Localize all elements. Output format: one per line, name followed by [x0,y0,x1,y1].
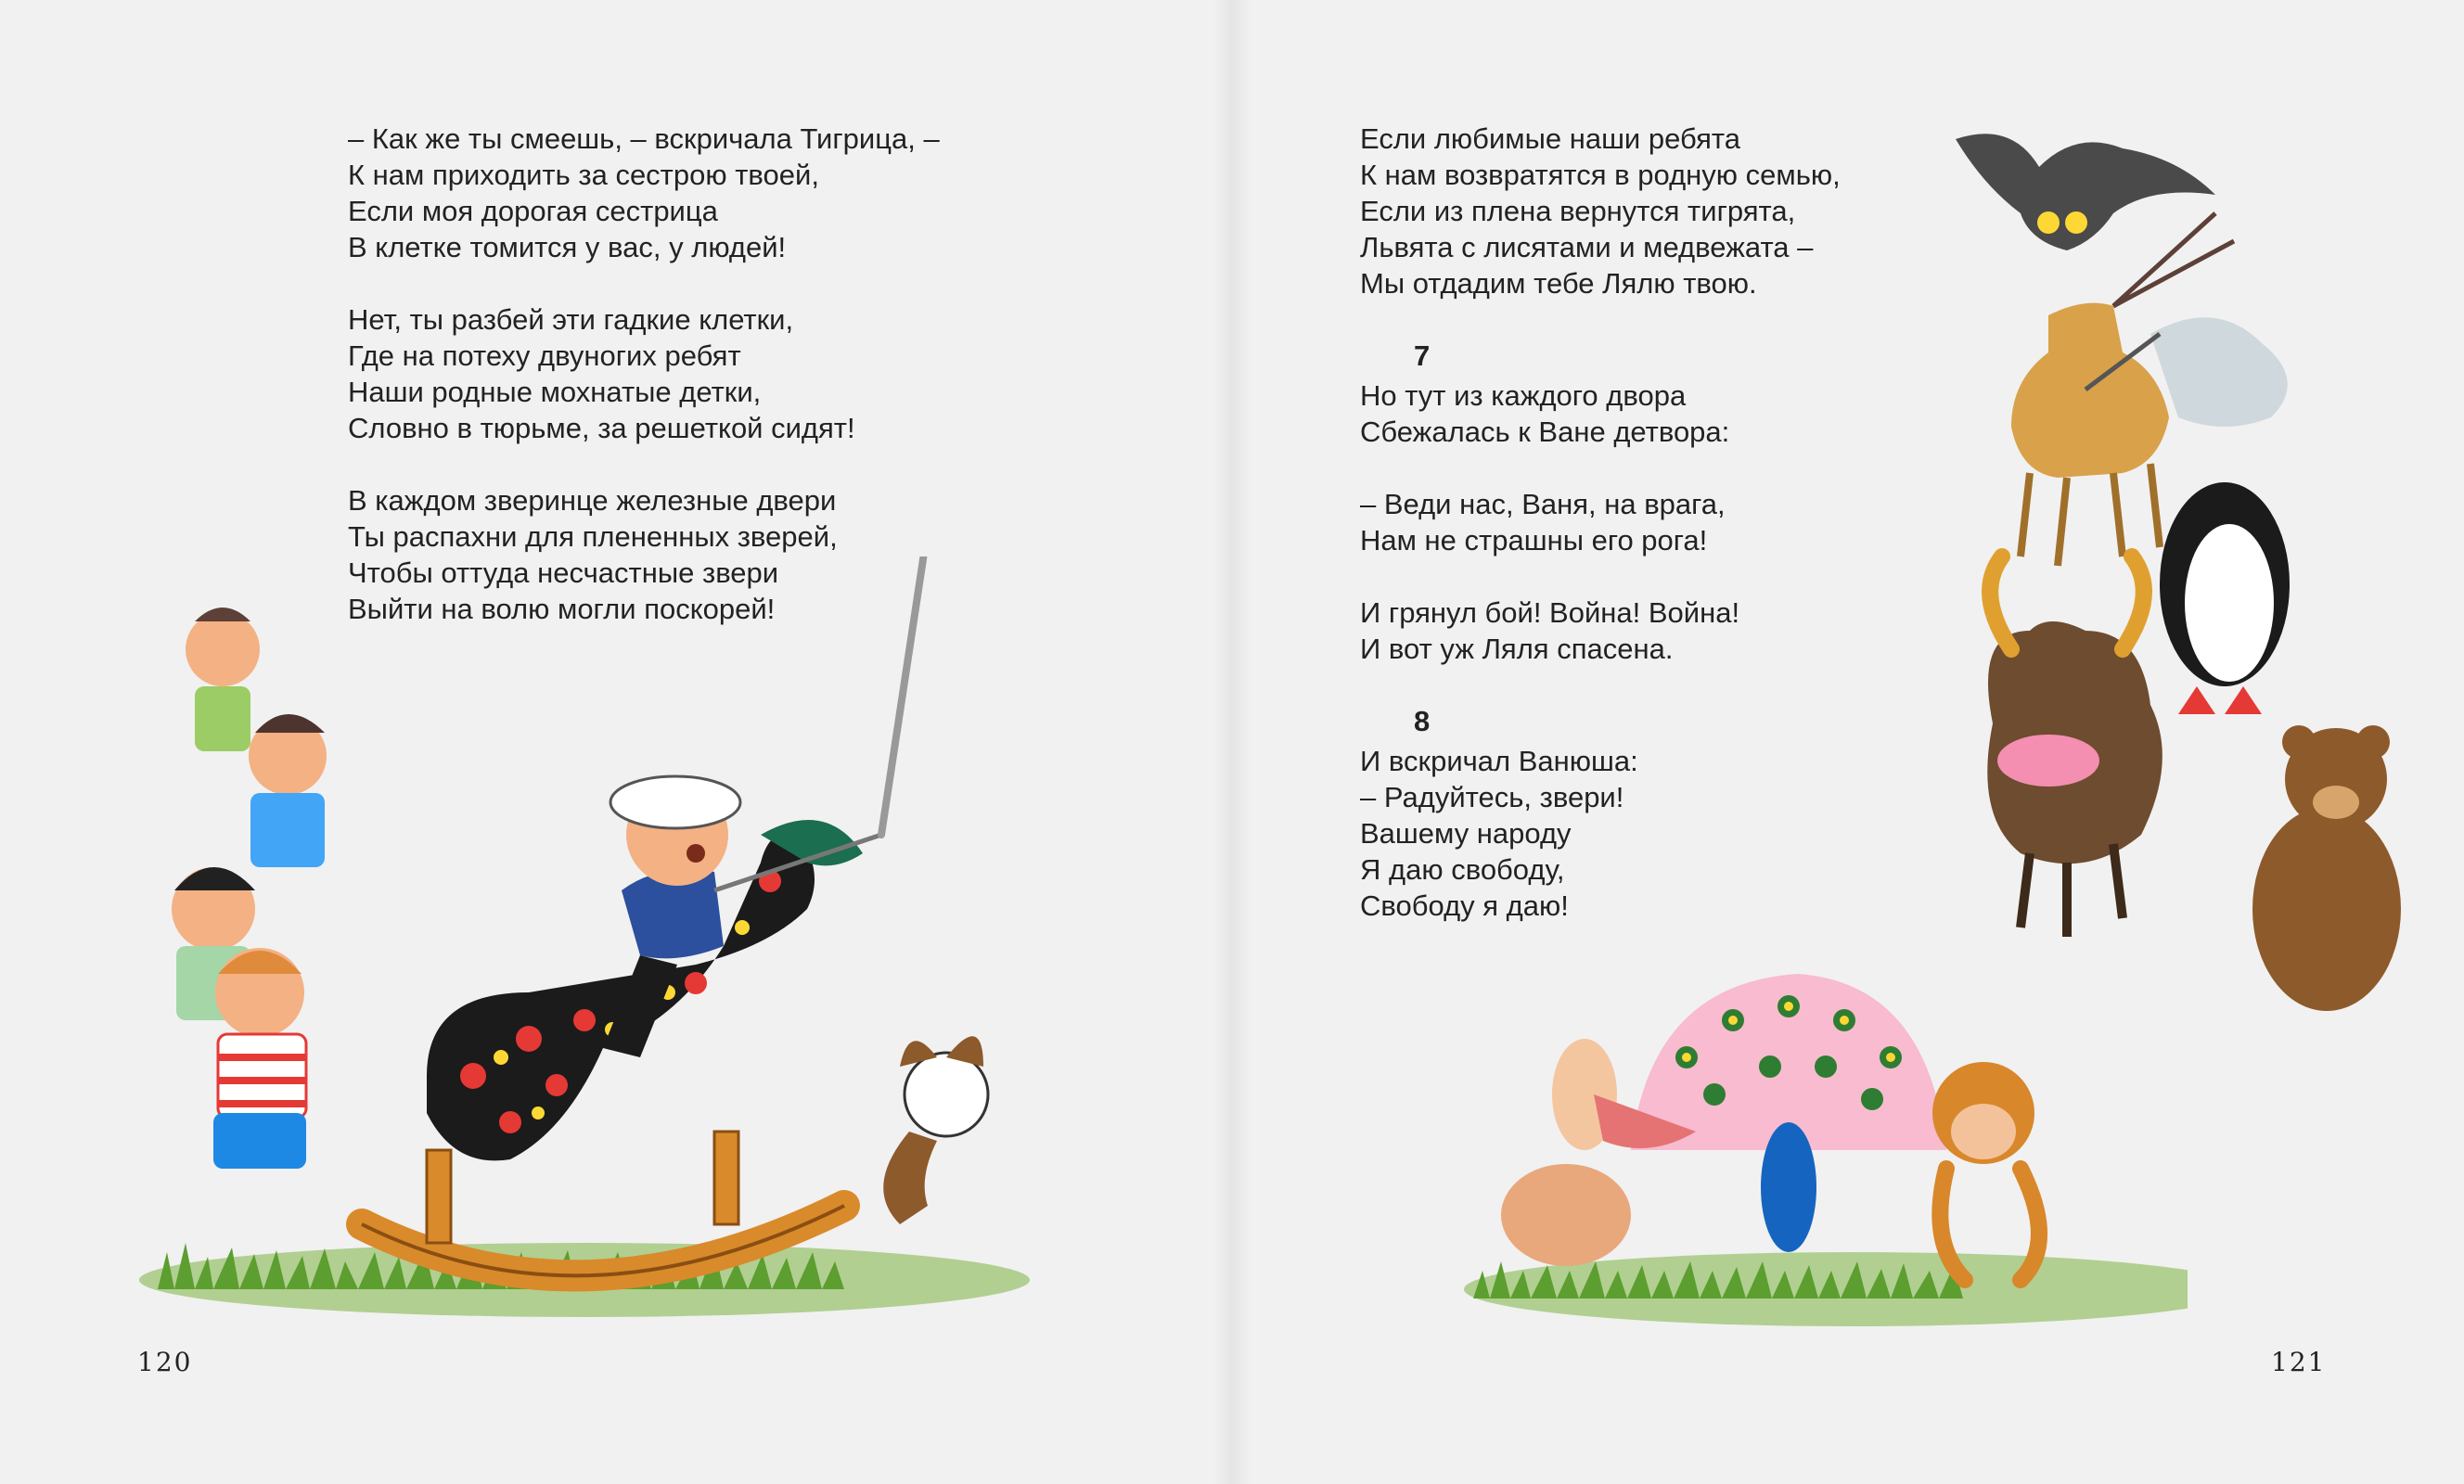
poem-line: И грянул бой! Война! Война! [1360,596,1740,629]
poem-line: – Как же ты смеешь, – вскричала Тигрица, – [348,122,940,155]
poem-stanza [348,121,940,265]
poem-line: Если из плена вернутся тигрята, [1360,195,1796,227]
poem-line: – Радуйтесь, звери! [1360,781,1624,813]
poem-stanza [1360,486,1841,558]
poem-stanza [1360,121,1841,301]
section-number: 8 [1414,705,1431,737]
poem-line: Чтобы оттуда несчастные звери [348,556,779,589]
poem-line: К нам приходить за сестрою твоей, [348,159,819,191]
poem-line: И вот уж Ляля спасена. [1360,633,1674,665]
poem-line: В каждом зверинце железные двери [348,484,837,517]
poem-line: Вашему народу [1360,817,1572,850]
poem-line: Нам не страшны его рога! [1360,524,1708,556]
poem-line: Наши родные мохнатые детки, [348,376,762,408]
poem-stanza [348,301,940,446]
poem-line: Львята с лисятами и медвежата – [1360,231,1814,263]
poem-line: Ты распахни для плененных зверей, [348,520,838,553]
animals-column-illustration [1937,111,2419,1020]
poem-line: В клетке томится у вас, у людей! [348,231,787,263]
dog-drawing [883,1036,988,1224]
right-page [1232,0,2464,1484]
poem-line: Сбежалась к Ване детвора: [1360,416,1730,448]
poem-line: Но тут из каждого двора [1360,379,1687,412]
poem-line: Нет, ты разбей эти гадкие клетки, [348,303,794,336]
poem-line: Выйти на волю могли поскорей! [348,593,776,625]
poem-line: И вскричал Ванюша: [1360,745,1638,777]
poem-line: Свободу я даю! [1360,889,1569,922]
poem-stanza [1360,595,1841,667]
poem-line: Я даю свободу, [1360,853,1565,886]
poem-line: – Веди нас, Ваня, на врага, [1360,488,1726,520]
animals-column-drawing [1937,111,2419,1020]
right-poem [1360,121,1841,960]
poem-stanza [1360,743,1841,924]
poem-line: Мы отдадим тебе Лялю твою. [1360,267,1757,300]
poem-line: Где на потеху двуногих ребят [348,339,741,372]
poem-stanza [1360,377,1841,450]
children-rocking-horse-illustration [121,556,1048,1326]
page-number: 120 [137,1347,193,1377]
animals-bottom-illustration [1464,946,2188,1336]
section-number: 7 [1414,339,1431,372]
animals-bottom-drawing [1464,946,2188,1336]
page-number: 121 [2271,1347,2327,1377]
children-rocking-horse-drawing [121,556,1048,1326]
poem-line: К нам возвратятся в родную семью, [1360,159,1841,191]
children-group-drawing [172,608,327,1169]
poem-line: Словно в тюрьме, за решеткой сидят! [348,412,855,444]
poem-line: Если моя дорогая сестрица [348,195,718,227]
poem-line: Если любимые наши ребята [1360,122,1740,155]
